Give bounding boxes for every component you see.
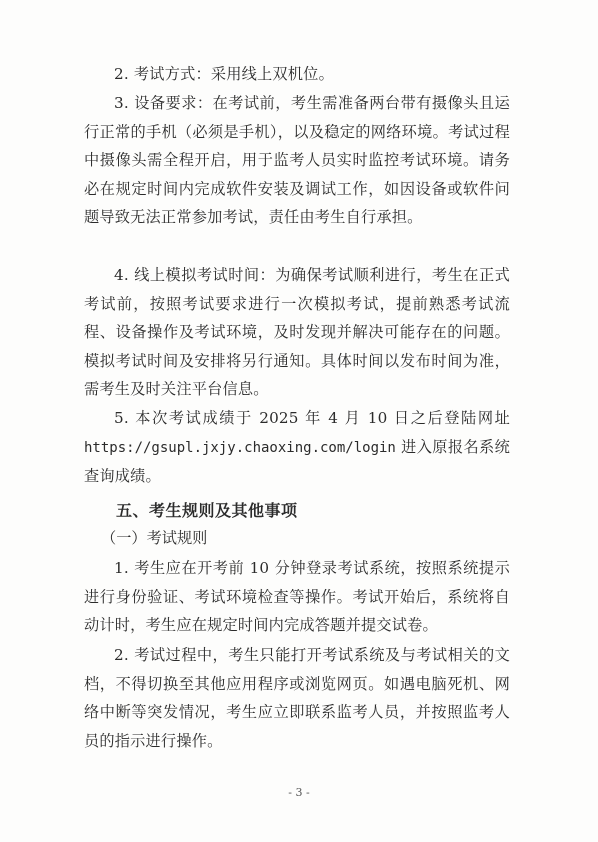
- results-text-before-url: 5. 本次考试成绩于 2025 年 4 月 10 日之后登陆网址: [114, 409, 510, 427]
- rule-1: 1. 考生应在开考前 10 分钟登录考试系统，按照系统提示进行身份验证、考试环境检查等操作。考试开始后，系统将自动计时，考生应在规定时间内完成答题并提交试卷。: [84, 559, 510, 634]
- results-text-after-url: 进入原报名系统查询成绩。: [84, 437, 511, 485]
- section-heading: 五、考生规则及其他事项: [116, 501, 298, 520]
- paragraph-mock-exam: 4. 线上模拟考试时间：为确保考试顺利进行，考生在正式考试前，按照考试要求进行一次模拟考试，提前熟悉考试流程、设备操作及考试环境，及时发现并解决可能存在的问题。模拟考试时间及安排将另行通知。具体时间以发布时间为准，需考生及时关注平台信息。: [84, 266, 510, 398]
- paragraph-results: [84, 404, 510, 491]
- paragraph-exam-method: 2. 考试方式：采用线上双机位。: [114, 65, 334, 83]
- page-number: - 3 -: [288, 786, 310, 799]
- subsection-heading: （一）考试规则: [101, 529, 208, 547]
- rule-2: 2. 考试过程中，考生只能打开考试系统及与考试相关的文档，不得切换至其他应用程序或浏览网页。如遇电脑死机、网络中断等突发情况，考生应立即联系监考人员，并按照监考人员的指示进行操作。: [84, 646, 510, 750]
- paragraph-device-requirements: 3. 设备要求：在考试前，考生需准备两台带有摄像头且运行正常的手机（必须是手机），以及稳定的网络环境。考试过程中摄像头需全程开启，用于监考人员实时监控考试环境。请务必在规定时间内完成软件安装及调试工作，如因设备或软件问题导致无法正常参加考试，责任由考生自行承担。: [84, 94, 510, 226]
- results-url: https://gsupl.jxjy.chaoxing.com/login: [84, 439, 396, 456]
